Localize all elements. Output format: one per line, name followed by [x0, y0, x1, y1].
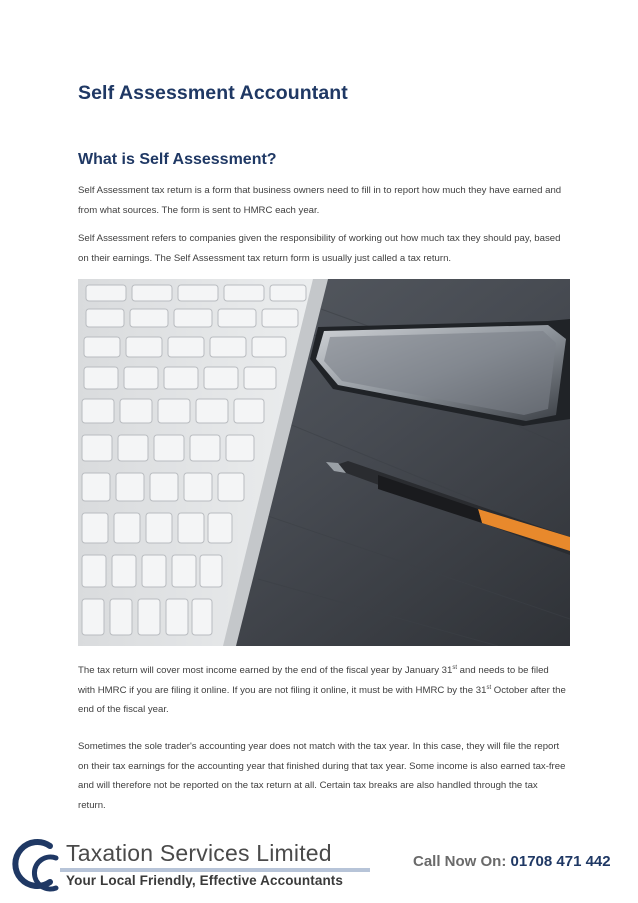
- footer-banner: [0, 826, 638, 903]
- paragraph-intro: Self Assessment tax return is a form that business owners need to fill in to report how much they have earned and from what sources. The form is sent to HMRC each year.: [78, 185, 562, 216]
- phone-number[interactable]: 01708 471 442: [510, 853, 611, 870]
- company-tagline: Your Local Friendly, Effective Accountants: [66, 873, 344, 888]
- paragraph-accounting-year: Sometimes the sole trader's accounting year does not match with the tax year. In this case, they will file the report on their tax earnings for the accounting year that finished during that tax year. Some income is also earned tax-free and will therefore not be reported on the tax return at all. Certain tax breaks are also handled through the tax return.: [78, 741, 566, 811]
- keyboard-phone-pen-photo: [78, 279, 570, 646]
- call-now: [413, 853, 611, 870]
- company-logo-icon: [10, 838, 66, 894]
- paragraph-definition: Self Assessment refers to companies given the responsibility of working out how much tax they should pay, based on their earnings. The Self Assessment tax return form is usually just called a tax return.: [78, 233, 561, 264]
- call-label: Call Now On:: [413, 853, 507, 870]
- logo-swoosh: [60, 868, 370, 872]
- page-title: Self Assessment Accountant: [78, 82, 348, 104]
- section-heading: What is Self Assessment?: [78, 151, 277, 168]
- paragraph-deadlines: The tax return will cover most income earned by the end of the fiscal year by January 31st and needs to be filed with HMRC if you are filing it online. If you are not filing it online, it must be with HMRC by the 31st October after the end of the fiscal year.: [78, 664, 566, 715]
- company-name: Taxation Services Limited: [66, 840, 332, 866]
